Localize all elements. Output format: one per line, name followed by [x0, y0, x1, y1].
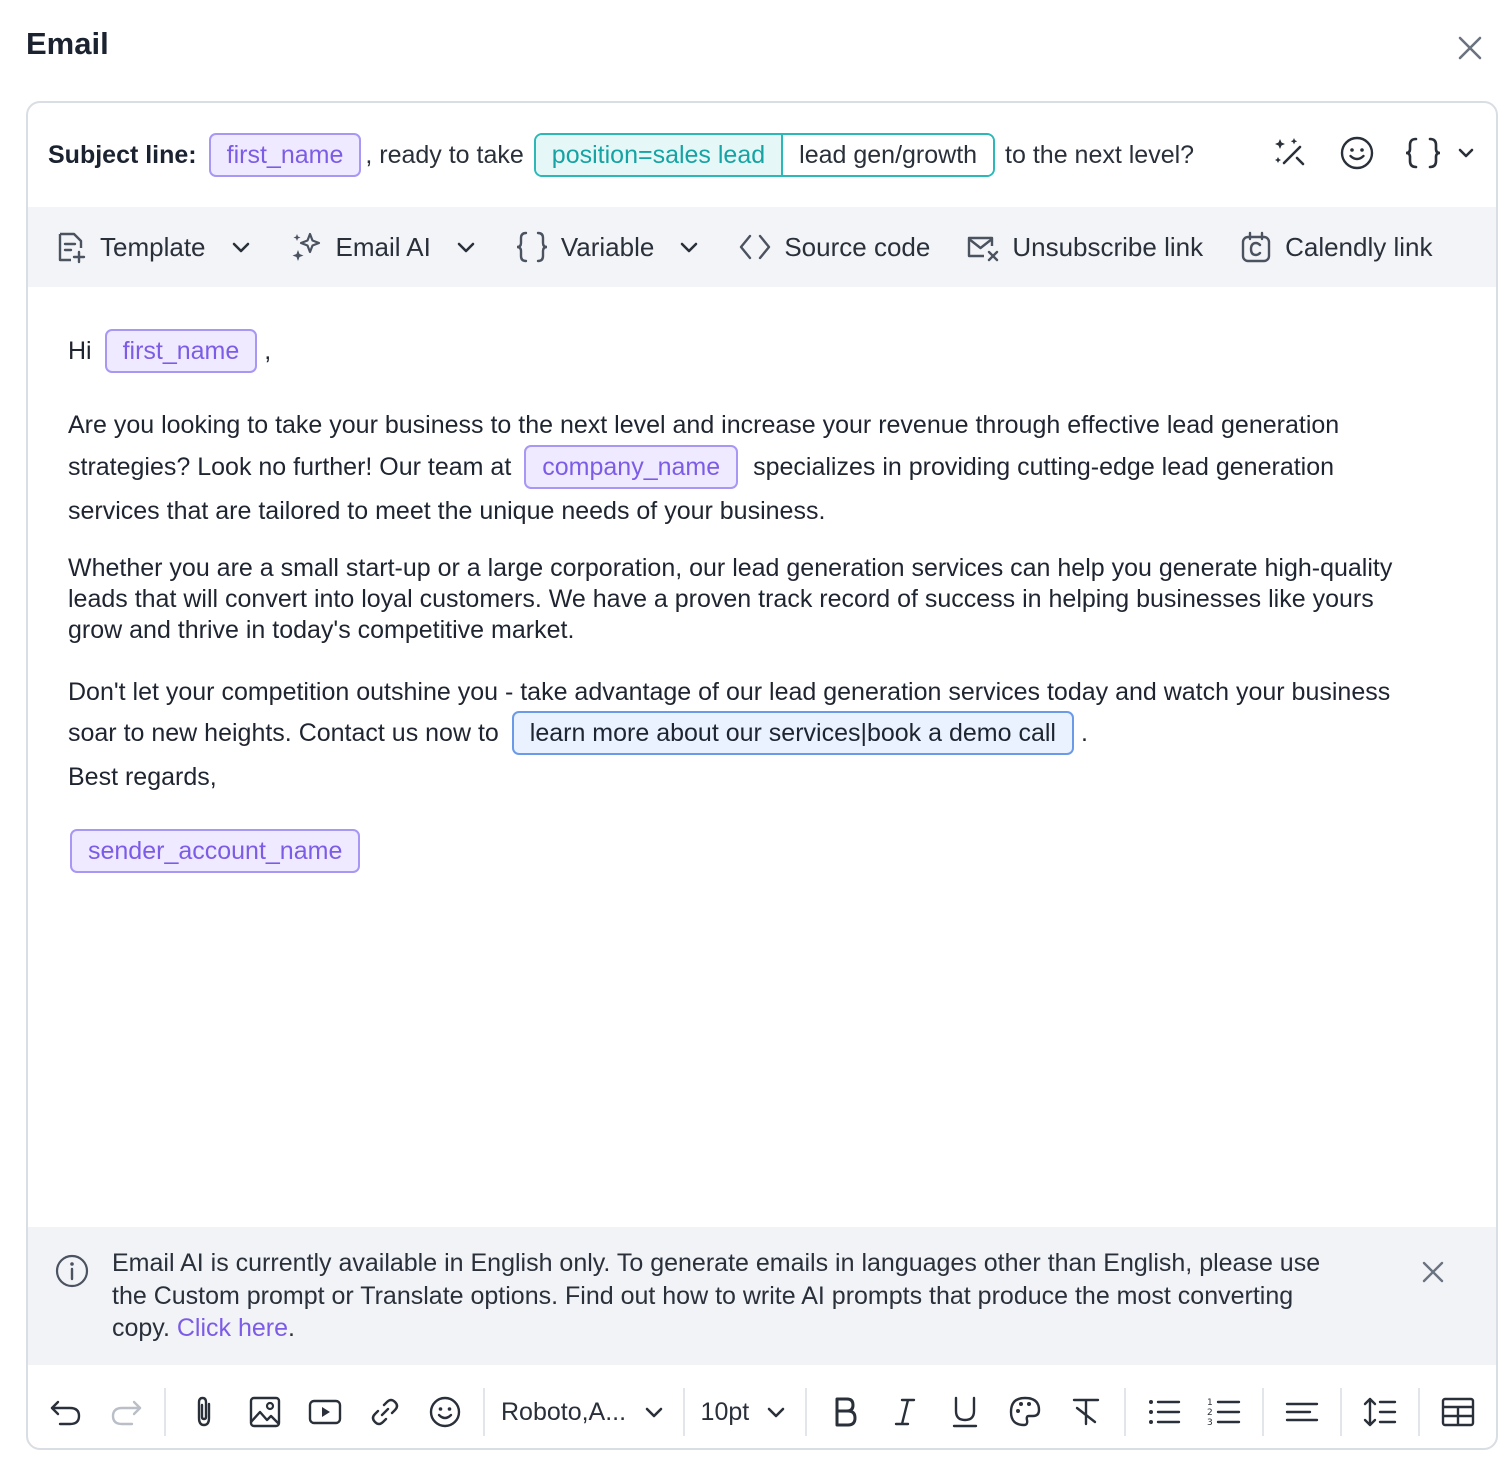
table-icon: [1440, 1394, 1476, 1430]
bold-button[interactable]: [823, 1388, 867, 1436]
chevron-down-icon: [763, 1399, 789, 1425]
link-icon: [367, 1394, 403, 1430]
emoji-button[interactable]: [423, 1388, 467, 1436]
align-button[interactable]: [1280, 1388, 1324, 1436]
numbered-list-button[interactable]: [1202, 1388, 1246, 1436]
editor-toolbar: [28, 207, 1496, 287]
variable-label: Variable: [560, 231, 655, 262]
font-size-select[interactable]: [701, 1398, 789, 1427]
underline-button[interactable]: [943, 1388, 987, 1436]
unsubscribe-label: Unsubscribe link: [1012, 231, 1204, 262]
paperclip-icon: [186, 1394, 222, 1430]
clear-format-icon: [1068, 1394, 1104, 1430]
calendly-label: Calendly link: [1285, 231, 1433, 262]
body-line: [68, 445, 1334, 489]
underline-icon: [947, 1394, 983, 1430]
subject-tools: [1270, 133, 1474, 173]
svg-text:2: 2: [1206, 1408, 1213, 1418]
dialog-title: Email: [26, 26, 109, 61]
email-ai-button[interactable]: [290, 230, 479, 264]
body-text: services that are tailored to meet the unique needs of your business.: [68, 497, 826, 525]
sparkles-icon: [290, 230, 324, 264]
variable-chip[interactable]: company_name: [524, 445, 738, 489]
variable-button[interactable]: [515, 230, 702, 264]
font-size-value: 10pt: [700, 1397, 750, 1426]
separator: [483, 1388, 485, 1436]
align-left-icon: [1284, 1394, 1320, 1430]
subject-spintax[interactable]: [534, 133, 995, 177]
click-here-link[interactable]: Click here: [176, 1314, 289, 1342]
greeting-line: [68, 329, 271, 373]
banner-text: [112, 1247, 1372, 1345]
greeting-text: Hi: [68, 337, 92, 365]
banner-line: Email AI is currently available in English only. To generate emails in languages other than English, please use: [112, 1249, 1321, 1277]
info-icon: [54, 1253, 90, 1289]
undo-button[interactable]: [44, 1388, 88, 1436]
template-button[interactable]: [54, 230, 254, 264]
email-ai-label: Email AI: [335, 231, 431, 262]
subject-text: , ready to take: [365, 140, 524, 169]
banner-line: the Custom prompt or Translate options. Find out how to write AI prompts that produce the most converting: [112, 1281, 1294, 1310]
bold-icon: [827, 1394, 863, 1430]
emoji-icon[interactable]: [1338, 134, 1376, 172]
calendly-link-button[interactable]: [1239, 230, 1432, 264]
svg-text:3: 3: [1206, 1418, 1213, 1428]
emoji-icon: [427, 1394, 463, 1430]
banner-text-part: copy.: [112, 1314, 170, 1342]
undo-icon: [48, 1394, 84, 1430]
image-icon: [247, 1394, 283, 1430]
redo-button[interactable]: [104, 1388, 148, 1436]
body-text: Don't let your competition outshine you - take advantage of our lead generation services today and watch your business: [68, 678, 1391, 706]
svg-text:1: 1: [1206, 1398, 1213, 1408]
mail-remove-icon: [966, 230, 1000, 264]
banner-text-part: .: [288, 1314, 295, 1342]
source-code-button[interactable]: [738, 230, 930, 264]
banner-line: [112, 1312, 1372, 1345]
template-label: Template: [100, 231, 206, 262]
separator: [1124, 1388, 1126, 1436]
body-text: grow and thrive in today's competitive market.: [68, 616, 575, 644]
close-icon[interactable]: [1452, 30, 1488, 66]
source-code-label: Source code: [784, 231, 931, 262]
code-icon: [738, 230, 772, 264]
unsubscribe-link-button[interactable]: [966, 230, 1203, 264]
bullet-list-icon: [1146, 1394, 1182, 1430]
variable-chip[interactable]: sender_account_name: [70, 829, 360, 873]
spintax-chip[interactable]: learn more about our services|book a demo call: [512, 711, 1074, 755]
bullet-list-button[interactable]: [1142, 1388, 1186, 1436]
separator: [683, 1388, 685, 1436]
spintax-option[interactable]: position=sales lead: [536, 135, 783, 175]
spintax-option[interactable]: lead gen/growth: [783, 135, 993, 175]
redo-icon: [108, 1394, 144, 1430]
sign-off: Best regards,: [68, 763, 217, 791]
subject-label: Subject line:: [48, 140, 197, 169]
chevron-down-icon: [453, 234, 479, 260]
format-toolbar: [28, 1373, 1496, 1450]
body-text: strategies? Look no further! Our team at: [68, 453, 512, 481]
subject-variable-chip[interactable]: first_name: [209, 133, 362, 177]
italic-icon: [887, 1394, 923, 1430]
variable-braces-icon[interactable]: [1404, 134, 1474, 172]
body-text: .: [1080, 719, 1088, 747]
braces-icon: [515, 230, 549, 264]
body-text: soar to new heights. Contact us now to: [68, 719, 499, 747]
body-text: Are you looking to take your business to the next level and increase your revenue through effective lead generation: [68, 411, 1340, 439]
link-button[interactable]: [363, 1388, 407, 1436]
template-icon: [54, 230, 88, 264]
line-height-button[interactable]: [1358, 1388, 1402, 1436]
font-family-select[interactable]: [501, 1398, 667, 1427]
variable-chip[interactable]: first_name: [105, 329, 258, 373]
italic-button[interactable]: [883, 1388, 927, 1436]
text-color-button[interactable]: [1003, 1388, 1047, 1436]
chevron-down-icon: [641, 1399, 667, 1425]
palette-icon: [1007, 1394, 1043, 1430]
close-icon[interactable]: [1418, 1257, 1448, 1287]
attach-button[interactable]: [182, 1388, 226, 1436]
numbered-list-icon: [1206, 1394, 1242, 1430]
body-text: specializes in providing cutting-edge lead generation: [753, 453, 1335, 481]
image-button[interactable]: [242, 1388, 286, 1436]
separator: [1418, 1388, 1420, 1436]
body-text: leads that will convert into loyal customers. We have a proven track record of success in helping businesses like yours: [68, 585, 1374, 613]
clear-format-button[interactable]: [1064, 1388, 1108, 1436]
separator: [164, 1388, 166, 1436]
subject-text: to the next level?: [1005, 140, 1195, 169]
separator: [1262, 1388, 1264, 1436]
table-button[interactable]: [1436, 1388, 1480, 1436]
font-family-value: Roboto,A...: [501, 1397, 627, 1426]
separator: [1340, 1388, 1342, 1436]
separator: [805, 1388, 807, 1436]
video-button[interactable]: [303, 1388, 347, 1436]
chevron-down-icon: [676, 234, 702, 260]
body-text: Whether you are a small start-up or a large corporation, our lead generation services can help you generate high-quality: [68, 554, 1393, 582]
body-line: [68, 711, 1088, 755]
greeting-comma: ,: [264, 337, 272, 365]
email-editor: [26, 101, 1498, 1450]
calendar-icon: [1239, 230, 1273, 264]
signature-line: [68, 829, 360, 873]
line-height-icon: [1362, 1394, 1398, 1430]
chevron-down-icon: [228, 234, 254, 260]
info-banner: [28, 1227, 1496, 1365]
magic-wand-icon[interactable]: [1270, 133, 1310, 173]
video-icon: [307, 1394, 343, 1430]
